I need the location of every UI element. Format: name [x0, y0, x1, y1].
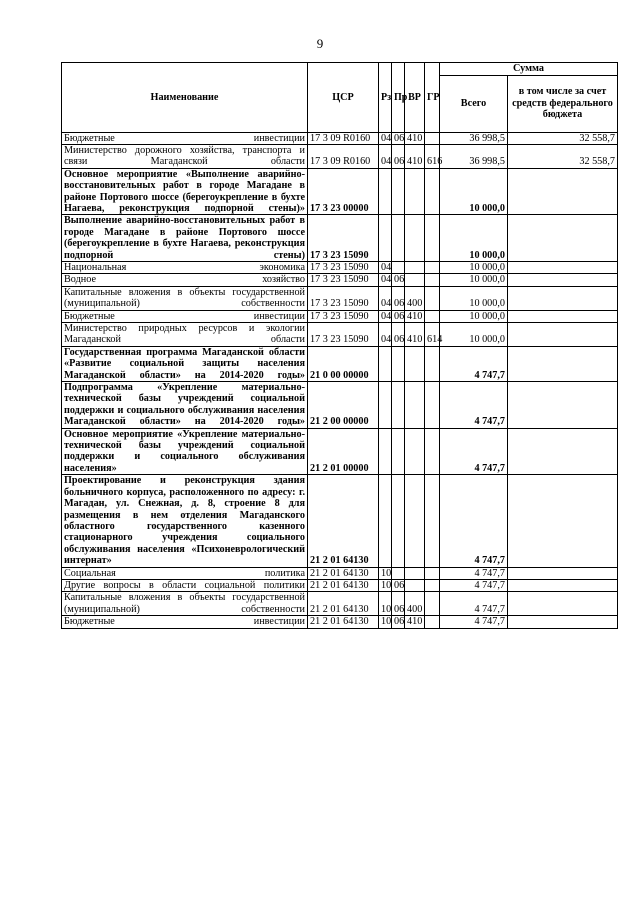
row-total: 10 000,0 — [440, 323, 508, 347]
row-rz: 10 — [379, 567, 392, 579]
row-pr — [392, 346, 405, 381]
header-sum: Сумма — [440, 63, 618, 76]
row-gr — [425, 215, 440, 262]
row-csr: 17 3 23 15090 — [308, 310, 379, 322]
row-pr — [392, 261, 405, 273]
row-vr — [405, 274, 425, 286]
row-total: 4 747,7 — [440, 382, 508, 429]
table-body — [62, 132, 618, 628]
row-vr — [405, 428, 425, 475]
budget-table — [61, 62, 618, 629]
row-total: 10 000,0 — [440, 168, 508, 215]
row-federal — [508, 168, 618, 215]
row-vr — [405, 382, 425, 429]
table-row — [62, 261, 618, 273]
row-total: 4 747,7 — [440, 428, 508, 475]
row-rz: 04 — [379, 310, 392, 322]
table-row — [62, 286, 618, 310]
row-total: 4 747,7 — [440, 567, 508, 579]
row-total: 10 000,0 — [440, 215, 508, 262]
row-rz — [379, 475, 392, 567]
row-gr — [425, 592, 440, 616]
header-pr: Пр — [392, 63, 405, 133]
row-pr — [392, 168, 405, 215]
row-csr: 17 3 23 15090 — [308, 323, 379, 347]
row-gr — [425, 616, 440, 628]
row-gr — [425, 428, 440, 475]
row-name: Основное мероприятие «Выполнение аварийно-восстановительных работ в городе Магадане в районе Портового шоссе (берегоукрепление в бухте Нагаева, реконструкция подпорной стены)» — [62, 168, 308, 215]
row-federal: 32 558,7 — [508, 144, 618, 168]
row-name: Министерство дорожного хозяйства, транспорта и связи Магаданской области — [62, 144, 308, 168]
table-row — [62, 274, 618, 286]
row-federal — [508, 274, 618, 286]
row-pr: 06 — [392, 286, 405, 310]
row-gr — [425, 579, 440, 591]
row-gr — [425, 310, 440, 322]
row-vr — [405, 215, 425, 262]
row-csr: 17 3 09 R0160 — [308, 132, 379, 144]
row-gr — [425, 382, 440, 429]
table-row — [62, 579, 618, 591]
row-gr — [425, 132, 440, 144]
row-csr: 21 2 01 64130 — [308, 592, 379, 616]
row-gr: 614 — [425, 323, 440, 347]
row-rz: 10 — [379, 592, 392, 616]
table-row — [62, 323, 618, 347]
row-csr: 21 0 00 00000 — [308, 346, 379, 381]
row-pr — [392, 215, 405, 262]
row-vr — [405, 261, 425, 273]
row-pr — [392, 475, 405, 567]
table-row — [62, 132, 618, 144]
row-pr: 06 — [392, 274, 405, 286]
row-federal: 32 558,7 — [508, 132, 618, 144]
row-csr: 17 3 23 15090 — [308, 286, 379, 310]
row-gr — [425, 286, 440, 310]
row-name: Подпрограмма «Укрепление материально-технической базы учреждений социальной поддержки и социального обслуживания населения Магаданской области» на 2014-2020 годы» — [62, 382, 308, 429]
table-row — [62, 428, 618, 475]
row-vr — [405, 346, 425, 381]
row-rz: 04 — [379, 274, 392, 286]
row-pr — [392, 567, 405, 579]
row-gr — [425, 261, 440, 273]
row-rz — [379, 215, 392, 262]
row-name: Капитальные вложения в объекты государственной (муниципальной) собственности — [62, 286, 308, 310]
row-rz — [379, 382, 392, 429]
header-csr: ЦСР — [308, 63, 379, 133]
row-pr: 06 — [392, 579, 405, 591]
row-vr — [405, 567, 425, 579]
table-row — [62, 616, 618, 628]
row-rz — [379, 168, 392, 215]
row-vr — [405, 579, 425, 591]
row-csr: 17 3 23 00000 — [308, 168, 379, 215]
row-csr: 17 3 23 15090 — [308, 274, 379, 286]
table-row — [62, 215, 618, 262]
row-federal — [508, 475, 618, 567]
row-pr: 06 — [392, 616, 405, 628]
header-gr: ГР — [425, 63, 440, 133]
row-total: 4 747,7 — [440, 579, 508, 591]
table-row — [62, 382, 618, 429]
row-csr: 21 2 01 64130 — [308, 616, 379, 628]
row-rz: 04 — [379, 132, 392, 144]
row-total: 4 747,7 — [440, 592, 508, 616]
row-rz: 04 — [379, 323, 392, 347]
row-rz: 04 — [379, 144, 392, 168]
row-gr — [425, 274, 440, 286]
row-federal — [508, 428, 618, 475]
row-gr — [425, 567, 440, 579]
header-rz: Рз — [379, 63, 392, 133]
table-row — [62, 592, 618, 616]
row-gr — [425, 168, 440, 215]
row-name: Основное мероприятие «Укрепление материально-технической базы учреждений социальной поддержки и социального обслуживания населения» — [62, 428, 308, 475]
row-name: Проектирование и реконструкция здания больничного корпуса, расположенного по адресу: г. Магадан, ул. Снежная, д. 8, строение 8 для размещения в нем отделения Магаданского областного государственного казенного стационарного учреждения социального обслуживания населения «Психоневрологический интернат» — [62, 475, 308, 567]
row-vr: 410 — [405, 616, 425, 628]
row-pr — [392, 428, 405, 475]
row-total: 4 747,7 — [440, 475, 508, 567]
row-federal — [508, 215, 618, 262]
row-name: Другие вопросы в области социальной политики — [62, 579, 308, 591]
row-total: 10 000,0 — [440, 274, 508, 286]
row-pr: 06 — [392, 323, 405, 347]
row-csr: 21 2 00 00000 — [308, 382, 379, 429]
row-name: Капитальные вложения в объекты государственной (муниципальной) собственности — [62, 592, 308, 616]
row-csr: 21 2 01 00000 — [308, 428, 379, 475]
table-row — [62, 310, 618, 322]
header-federal: в том числе за счет средств федерального бюджета — [508, 75, 618, 132]
row-pr: 06 — [392, 132, 405, 144]
row-csr: 21 2 01 64130 — [308, 579, 379, 591]
row-gr — [425, 475, 440, 567]
table-row — [62, 144, 618, 168]
header-name: Наименование — [62, 63, 308, 133]
row-federal — [508, 592, 618, 616]
row-name: Бюджетные инвестиции — [62, 310, 308, 322]
row-total: 10 000,0 — [440, 310, 508, 322]
row-federal — [508, 286, 618, 310]
row-csr: 21 2 01 64130 — [308, 567, 379, 579]
row-federal — [508, 261, 618, 273]
row-name: Государственная программа Магаданской области «Развитие социальной защиты населения Магаданской области» на 2014-2020 годы» — [62, 346, 308, 381]
row-rz: 04 — [379, 286, 392, 310]
row-name: Бюджетные инвестиции — [62, 616, 308, 628]
row-rz: 10 — [379, 579, 392, 591]
row-federal — [508, 310, 618, 322]
header-vr: ВР — [405, 63, 425, 133]
row-rz: 10 — [379, 616, 392, 628]
row-vr: 410 — [405, 323, 425, 347]
row-vr — [405, 168, 425, 215]
row-name: Водное хозяйство — [62, 274, 308, 286]
row-name: Бюджетные инвестиции — [62, 132, 308, 144]
table-row — [62, 346, 618, 381]
row-rz — [379, 346, 392, 381]
row-csr: 21 2 01 64130 — [308, 475, 379, 567]
row-csr: 17 3 23 15090 — [308, 261, 379, 273]
row-pr — [392, 382, 405, 429]
row-federal — [508, 579, 618, 591]
row-rz — [379, 428, 392, 475]
row-total: 4 747,7 — [440, 616, 508, 628]
row-csr: 17 3 23 15090 — [308, 215, 379, 262]
row-total: 4 747,7 — [440, 346, 508, 381]
row-name: Национальная экономика — [62, 261, 308, 273]
table-row — [62, 567, 618, 579]
row-name: Выполнение аварийно-восстановительных работ в городе Магадане в районе Портового шоссе (берегоукрепление в бухте Нагаева, реконструкция подпорной стены) — [62, 215, 308, 262]
row-csr: 17 3 09 R0160 — [308, 144, 379, 168]
row-federal — [508, 616, 618, 628]
row-vr: 410 — [405, 144, 425, 168]
row-pr: 06 — [392, 592, 405, 616]
row-name: Социальная политика — [62, 567, 308, 579]
row-rz: 04 — [379, 261, 392, 273]
row-vr: 400 — [405, 592, 425, 616]
row-total: 36 998,5 — [440, 144, 508, 168]
row-pr: 06 — [392, 144, 405, 168]
row-federal — [508, 323, 618, 347]
row-total: 36 998,5 — [440, 132, 508, 144]
page-number: 9 — [316, 36, 324, 51]
row-vr: 410 — [405, 310, 425, 322]
row-vr: 400 — [405, 286, 425, 310]
table-row — [62, 168, 618, 215]
row-name: Министерство природных ресурсов и экологии Магаданской области — [62, 323, 308, 347]
row-total: 10 000,0 — [440, 286, 508, 310]
row-vr: 410 — [405, 132, 425, 144]
row-total: 10 000,0 — [440, 261, 508, 273]
row-federal — [508, 567, 618, 579]
header-total: Всего — [440, 75, 508, 132]
row-gr — [425, 346, 440, 381]
row-gr: 616 — [425, 144, 440, 168]
row-pr: 06 — [392, 310, 405, 322]
row-federal — [508, 346, 618, 381]
row-vr — [405, 475, 425, 567]
row-federal — [508, 382, 618, 429]
table-row — [62, 475, 618, 567]
